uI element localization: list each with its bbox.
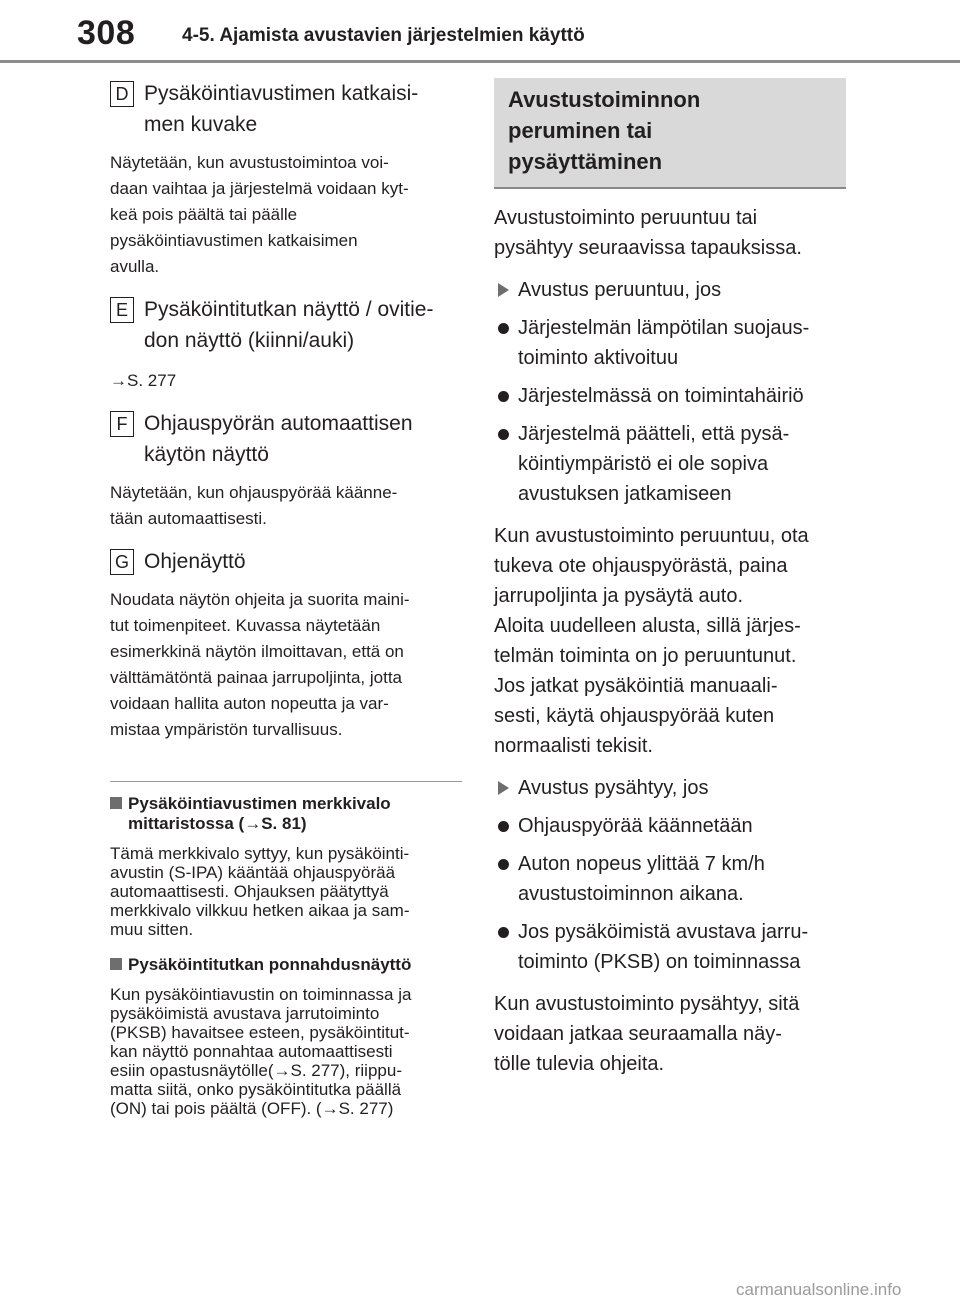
page-header: [0, 0, 960, 62]
watermark: carmanualsonline.info: [736, 1280, 902, 1299]
bullet-icon: [498, 821, 509, 832]
list-item: Jos pysäköimistä avustava jarru- toiminto (PKSB) on toiminnassa: [494, 917, 846, 977]
item-g-description: Noudata näytön ohjeita ja suorita maini- tut toimenpiteet. Kuvassa näytetään esimerkkinä näytön ilmoittavan, että on välttämätöntä painaa jarrupoljinta, jotta voidaan hallita auton nopeutta ja var- mistaa ympäristön turvallisuus.: [110, 590, 410, 739]
cancel-paragraph: Kun avustustoiminto peruuntuu, ota tukeva ote ohjauspyörästä, paina jarrupoljinta ja pysäytä auto. Aloita uudelleen alusta, sillä järjes- telmän toiminta on jo peruuntunut. Jos jatkat pysäköintiä manuaali- sesti, käytä ohjauspyörää kuten normaalisti tekisit.: [494, 525, 809, 757]
item-e-heading: E Pysäköintitutkan näyttö / ovitie- don näyttö (kiinni/auki): [110, 294, 462, 356]
header-rule: [0, 60, 960, 63]
note-popup-body: Kun pysäköintiavustin on toiminnassa ja pysäköimistä avustava jarrutoiminto (PKSB) havaitsee esteen, pysäköintitut- kan näyttö ponnahtaa automaattisesti esiin opastusnäytölle(→S. 277), riippu- matta siitä, onko pysäköintitutka päällä (ON) tai pois päältä (OFF). (→S. 277): [110, 985, 412, 1118]
section-title: 4-5. Ajamista avustavien järjestelmien käyttö: [182, 25, 585, 46]
notes-divider: [110, 781, 462, 782]
left-column: [110, 78, 462, 1118]
list-item: Auton nopeus ylittää 7 km/h avustustoiminnon aikana.: [494, 849, 846, 909]
triangle-bullet-icon: [498, 283, 509, 297]
bullet-icon: [498, 859, 509, 870]
list-item: Ohjauspyörää käännetään: [494, 811, 846, 841]
item-d-description: Näytetään, kun avustustoimintoa voi- daan vaihtaa ja järjestelmä voidaan kyt- keä pois päältä tai päälle pysäköintiavustimen katkaisimen avulla.: [110, 153, 409, 276]
bullet-icon: [498, 429, 509, 440]
list-item: Järjestelmän lämpötilan suojaus- toiminto aktivoituu: [494, 313, 846, 373]
item-f-heading: F Ohjauspyörän automaattisen käytön näyttö: [110, 408, 462, 470]
item-g-heading: G Ohjenäyttö: [110, 546, 462, 577]
cancel-heading: Avustus peruuntuu, jos: [494, 275, 846, 305]
letter-d-box: D: [110, 81, 134, 107]
stop-heading: Avustus pysähtyy, jos: [494, 773, 846, 803]
section-box-title: Avustustoiminnon peruminen tai pysäyttäminen: [494, 78, 846, 189]
bullet-icon: [498, 927, 509, 938]
item-d-heading: D Pysäköintiavustimen katkaisi- men kuvake: [110, 78, 462, 140]
note-indicator-body: Tämä merkkivalo syttyy, kun pysäköinti- avustin (S-IPA) kääntää ohjauspyörää automaattisesti. Ohjauksen päätyttyä merkkivalo vilkkuu hetken aikaa ja sam- muu sitten.: [110, 844, 410, 939]
letter-f-box: F: [110, 411, 134, 437]
intro-paragraph: Avustustoiminto peruuntuu tai pysähtyy seuraavissa tapauksissa.: [494, 207, 802, 259]
note-popup-heading: Pysäköintitutkan ponnahdusnäyttö: [110, 955, 462, 975]
triangle-bullet-icon: [498, 781, 509, 795]
list-item: Järjestelmässä on toimintahäiriö: [494, 381, 846, 411]
letter-e-box: E: [110, 297, 134, 323]
bullet-icon: [498, 391, 509, 402]
stop-paragraph: Kun avustustoiminto pysähtyy, sitä voidaan jatkaa seuraamalla näy- tölle tulevia ohjeita.: [494, 993, 800, 1075]
item-e-reference[interactable]: →S. 277: [110, 371, 177, 390]
letter-g-box: G: [110, 549, 134, 575]
list-item: Järjestelmä päätteli, että pysä- köintiympäristö ei ole sopiva avustuksen jatkamiseen: [494, 419, 846, 509]
page-number: 308: [77, 14, 136, 52]
note-indicator-heading: Pysäköintiavustimen merkkivalo mittaristossa (→S. 81): [110, 794, 462, 834]
item-f-description: Näytetään, kun ohjauspyörää käänne- tään automaattisesti.: [110, 483, 398, 528]
right-column: [494, 78, 846, 1079]
bullet-icon: [498, 323, 509, 334]
note-square-icon: [110, 958, 122, 970]
note-square-icon: [110, 797, 122, 809]
